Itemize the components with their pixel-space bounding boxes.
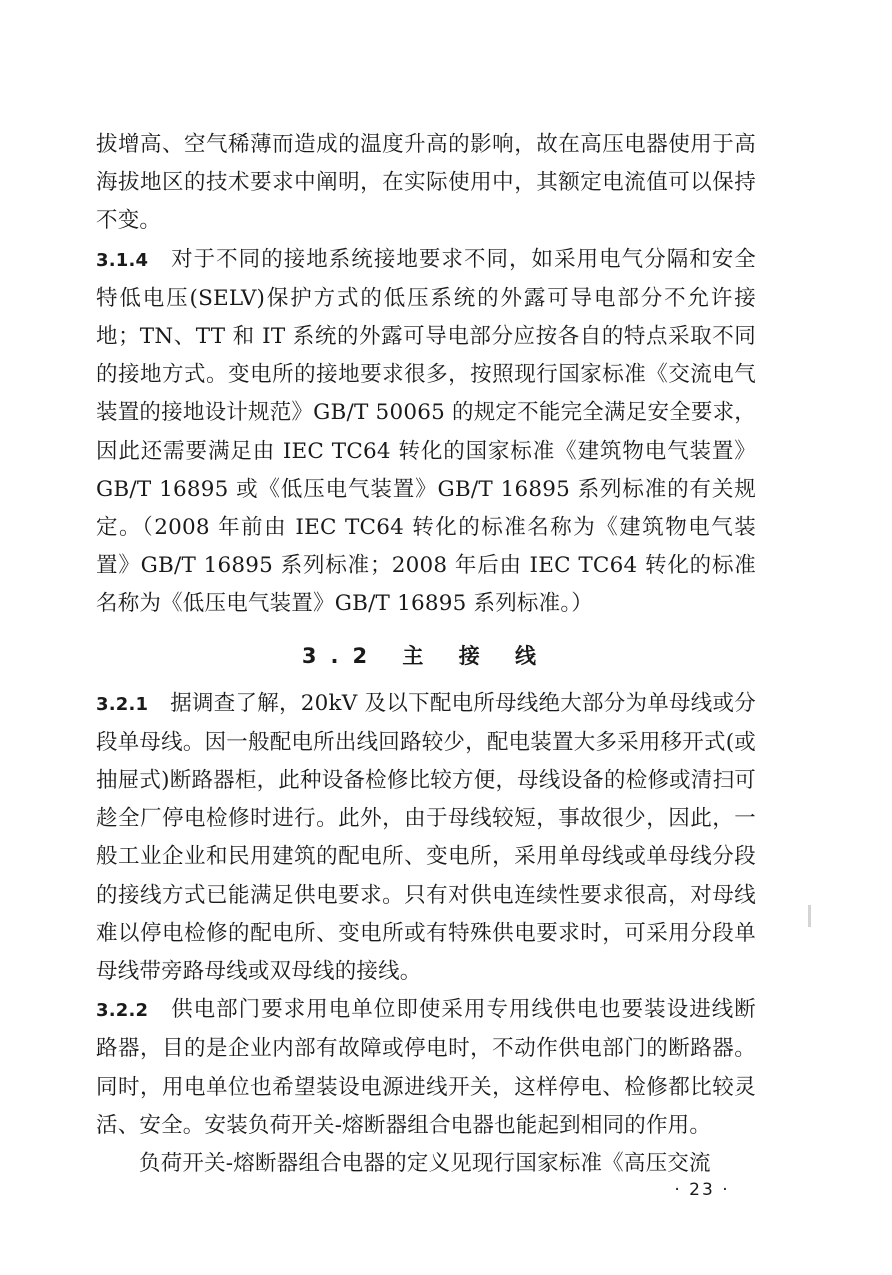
paragraph-indented: [96, 1145, 756, 1183]
clause-text: 供电部门要求用电单位即使采用专用线供电也要装设进线断路器，目的是企业内部有故障或停电时，不动作供电部门的断路器。同时，用电单位也希望装设电源进线开关，这样停电、检修都比较灵活、安全。安装负荷开关-熔断器组合电器也能起到相同的作用。: [96, 997, 756, 1138]
paragraph-text: 负荷开关-熔断器组合电器的定义见现行国家标准《高压交流: [139, 1151, 711, 1177]
clause-number: 3.1.4: [96, 249, 149, 271]
document-page: [96, 126, 756, 1183]
paragraph-continuation: [96, 126, 756, 241]
scan-mark: [808, 905, 811, 927]
section-heading: 3.2 主 接 线: [301, 643, 551, 668]
clause-text: 对于不同的接地系统接地要求不同，如采用电气分隔和安全特低电压(SELV)保护方式的低压系统的外露可导电部分不允许接地；TN、TT 和 IT 系统的外露可导电部分应按各自的特点采取不同的接地方式。变电所的接地要求很多，按照现行国家标准《交流电气装置的接地设计规范》GB/T 50065 的规定不能完全满足安全要求，因此还需要满足由 IEC TC64 转化的国家标准《建筑物电气装置》GB/T 16895 或《低压电气装置》GB/T 16895 系列标准的有关规定。（2008 年前由 IEC TC64 转化的标准名称为《建筑物电气装置》GB/T 16895 系列标准；2008 年后由 IEC TC64 转化的标准名称为《低压电气装置》GB/T 16895 系列标准。）: [96, 246, 756, 617]
paragraph-text: 拔增高、空气稀薄而造成的温度升高的影响，故在高压电器使用于高海拔地区的技术要求中阐明，在实际使用中，其额定电流值可以保持不变。: [96, 132, 756, 234]
page-number: · 23 ·: [674, 1180, 730, 1200]
clause-3-2-2: [96, 991, 756, 1145]
clause-3-1-4: [96, 241, 756, 624]
clause-3-2-1: [96, 685, 756, 992]
clause-number: 3.2.1: [96, 693, 149, 715]
clause-text: 据调查了解，20kV 及以下配电所母线绝大部分为单母线或分段单母线。因一般配电所出线回路较少，配电装置大多采用移开式(或抽屉式)断路器柜，此种设备检修比较方便，母线设备的检修或清扫可趁全厂停电检修时进行。此外，由于母线较短，事故很少，因此，一般工业企业和民用建筑的配电所、变电所，采用单母线或单母线分段的接线方式已能满足供电要求。只有对供电连续性要求很高，对母线难以停电检修的配电所、变电所或有特殊供电要求时，可采用分段单母线带旁路母线或双母线的接线。: [96, 690, 756, 985]
clause-number: 3.2.2: [96, 1000, 149, 1022]
